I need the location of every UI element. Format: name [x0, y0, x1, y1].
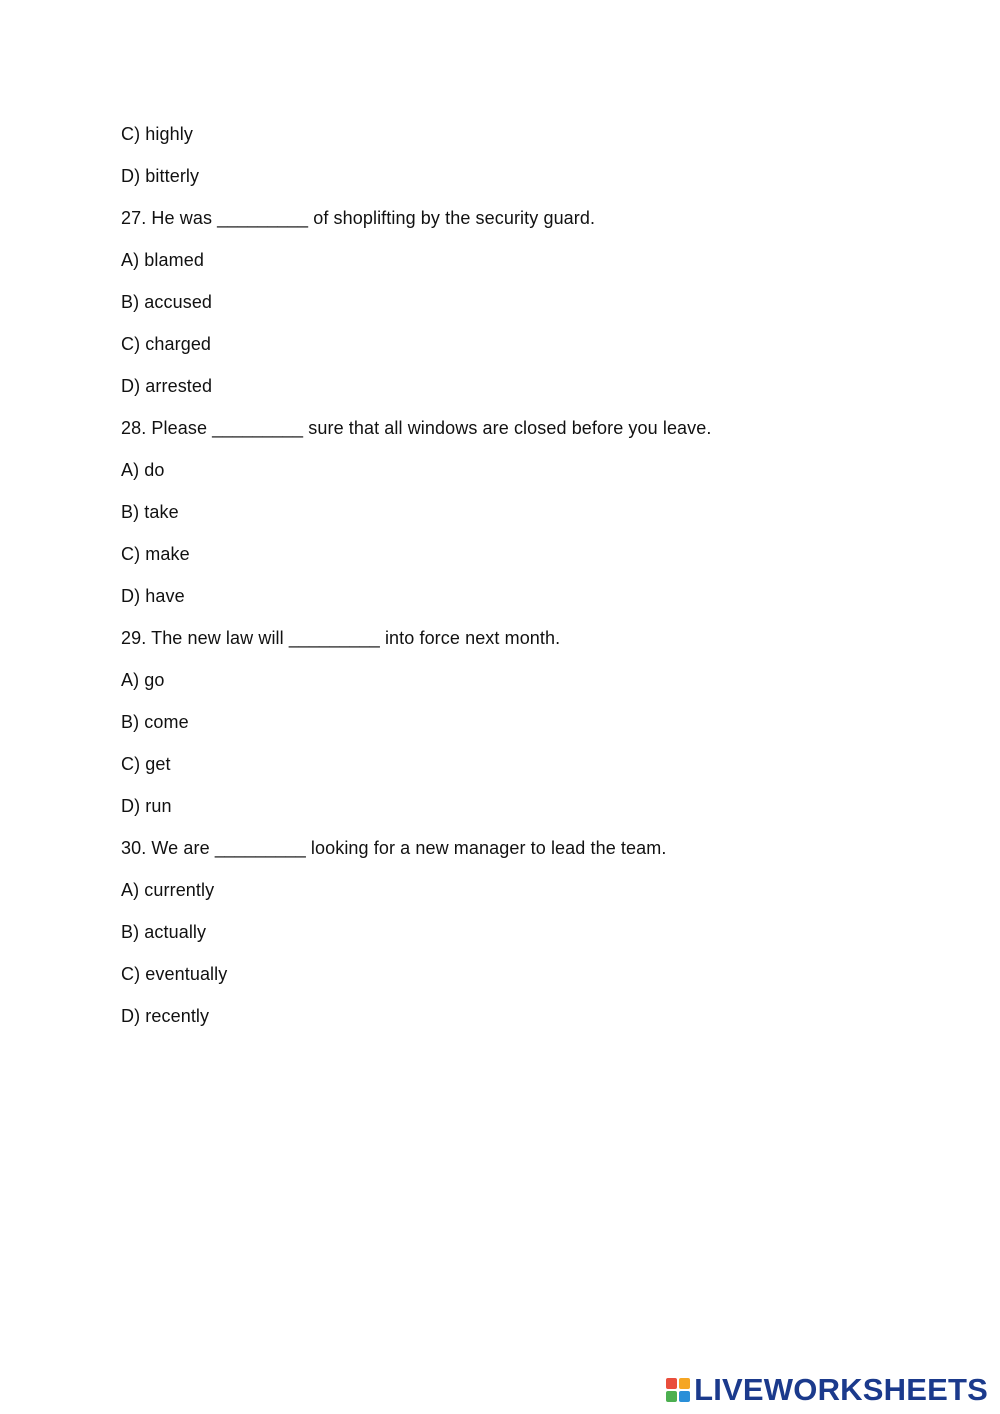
question-29: 29. The new law will _________ into force next month. [121, 628, 561, 648]
liveworksheets-grid-icon [665, 1377, 691, 1403]
answer-option-c: C) highly [121, 124, 193, 144]
answer-option-c: C) charged [121, 334, 212, 354]
answer-option-d: D) run [121, 796, 172, 816]
answer-option-d: D) have [121, 586, 185, 606]
answer-option-c: C) make [121, 544, 190, 564]
question-27: 27. He was _________ of shoplifting by the security guard. [121, 208, 596, 228]
question-28: 28. Please _________ sure that all windows are closed before you leave. [121, 418, 712, 438]
answer-option-a: A) blamed [121, 250, 204, 270]
answer-option-a: A) currently [121, 880, 215, 900]
brand-name: LIVEWORKSHEETS [694, 1372, 988, 1407]
answer-option-c: C) eventually [121, 964, 228, 984]
answer-option-d: D) recently [121, 1006, 210, 1026]
liveworksheets-logo[interactable] [665, 1374, 988, 1406]
answer-option-b: B) actually [121, 922, 207, 942]
answer-option-d: D) arrested [121, 376, 213, 396]
worksheet-content [121, 120, 941, 1044]
answer-option-d: D) bitterly [121, 166, 200, 186]
answer-option-a: A) do [121, 460, 165, 480]
question-30: 30. We are _________ looking for a new manager to lead the team. [121, 838, 667, 858]
answer-option-a: A) go [121, 670, 165, 690]
answer-option-b: B) come [121, 712, 189, 732]
answer-option-b: B) take [121, 502, 179, 522]
answer-option-b: B) accused [121, 292, 213, 312]
answer-option-c: C) get [121, 754, 171, 774]
